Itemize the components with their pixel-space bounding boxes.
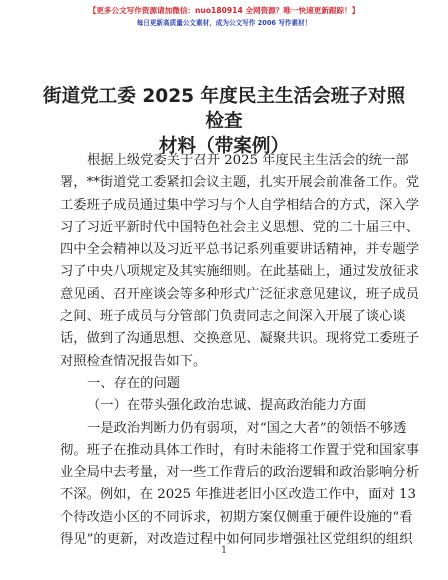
paragraph-line: 习了习近平新时代中国特色社会主义思想、党的二十届三中、 [60, 219, 420, 235]
paragraph-line: 习了中央八项规定及其实施细则。在此基础上，通过发放征求 [60, 264, 420, 280]
paragraph-line: 根据上级党委关于召开 2025 年度民主生活会的统一部 [87, 153, 409, 168]
paragraph-line: 不深。例如，在 2025 年推进老旧小区改造工作中，面对 13 [60, 487, 416, 503]
paragraph-line: 署，**街道党工委紧扣会议主题，扎实开展会前准备工作。党 [60, 175, 420, 191]
paragraph-line: 话，做到了沟通思想、交换意见、凝聚共识。现将党工委班子 [60, 331, 420, 347]
subsection-heading: （一）在带头强化政治忠诚、提高政治能力方面 [87, 398, 367, 414]
title-line-1: 街道党工委 2025 年度民主生活会班子对照检查 [42, 86, 406, 132]
paragraph-line: 四中全会精神以及习近平总书记系列重要讲话精神，并专题学 [60, 242, 420, 258]
paragraph-intro [60, 150, 420, 373]
paragraph-issue-1 [60, 418, 420, 552]
document-body [60, 150, 420, 551]
paragraph-line: 个待改造小区的不同诉求，初期方案仅侧重于硬件设施的“看 [60, 509, 413, 525]
paragraph-line: 意见函、召开座谈会等多种形式广泛征求意见建议，班子成员 [60, 286, 420, 302]
paragraph-line: 一是政治判断力仍有弱项，对“国之大者”的领悟不够透 [87, 420, 407, 436]
page-number: 1 [220, 545, 228, 556]
paragraph-line: 工委班子成员通过集中学习与个人自学相结合的方式，深入学 [60, 197, 420, 213]
paragraph-line: 彻。班子在推动具体工作时，有时未能将工作置于党和国家事 [60, 442, 420, 458]
promo-line-1: 【更多公文写作资源请加微信：nuo180914 全网资源？唯一快速更新跟踪！】 [88, 6, 360, 15]
promo-line-2: 每日更新高质量公文素材，成为公文写作 2006 写作素材！ [136, 19, 312, 27]
paragraph-line: 业全局中去考量，对一些工作背后的政治逻辑和政治影响分析 [60, 465, 420, 481]
paragraph-line: 之间、班子成员与分管部门负责同志之间深入开展了谈心谈 [60, 309, 406, 325]
section-heading: 一、存在的问题 [87, 375, 181, 391]
title-line-2: 材料（带案例） [158, 136, 290, 157]
paragraph-line: 对照检查情况报告如下。 [60, 353, 207, 369]
paragraph-line: 得见”的更新，对改造过程中如何同步增强社区党组织的组织 [60, 532, 413, 548]
document-title [40, 84, 408, 159]
